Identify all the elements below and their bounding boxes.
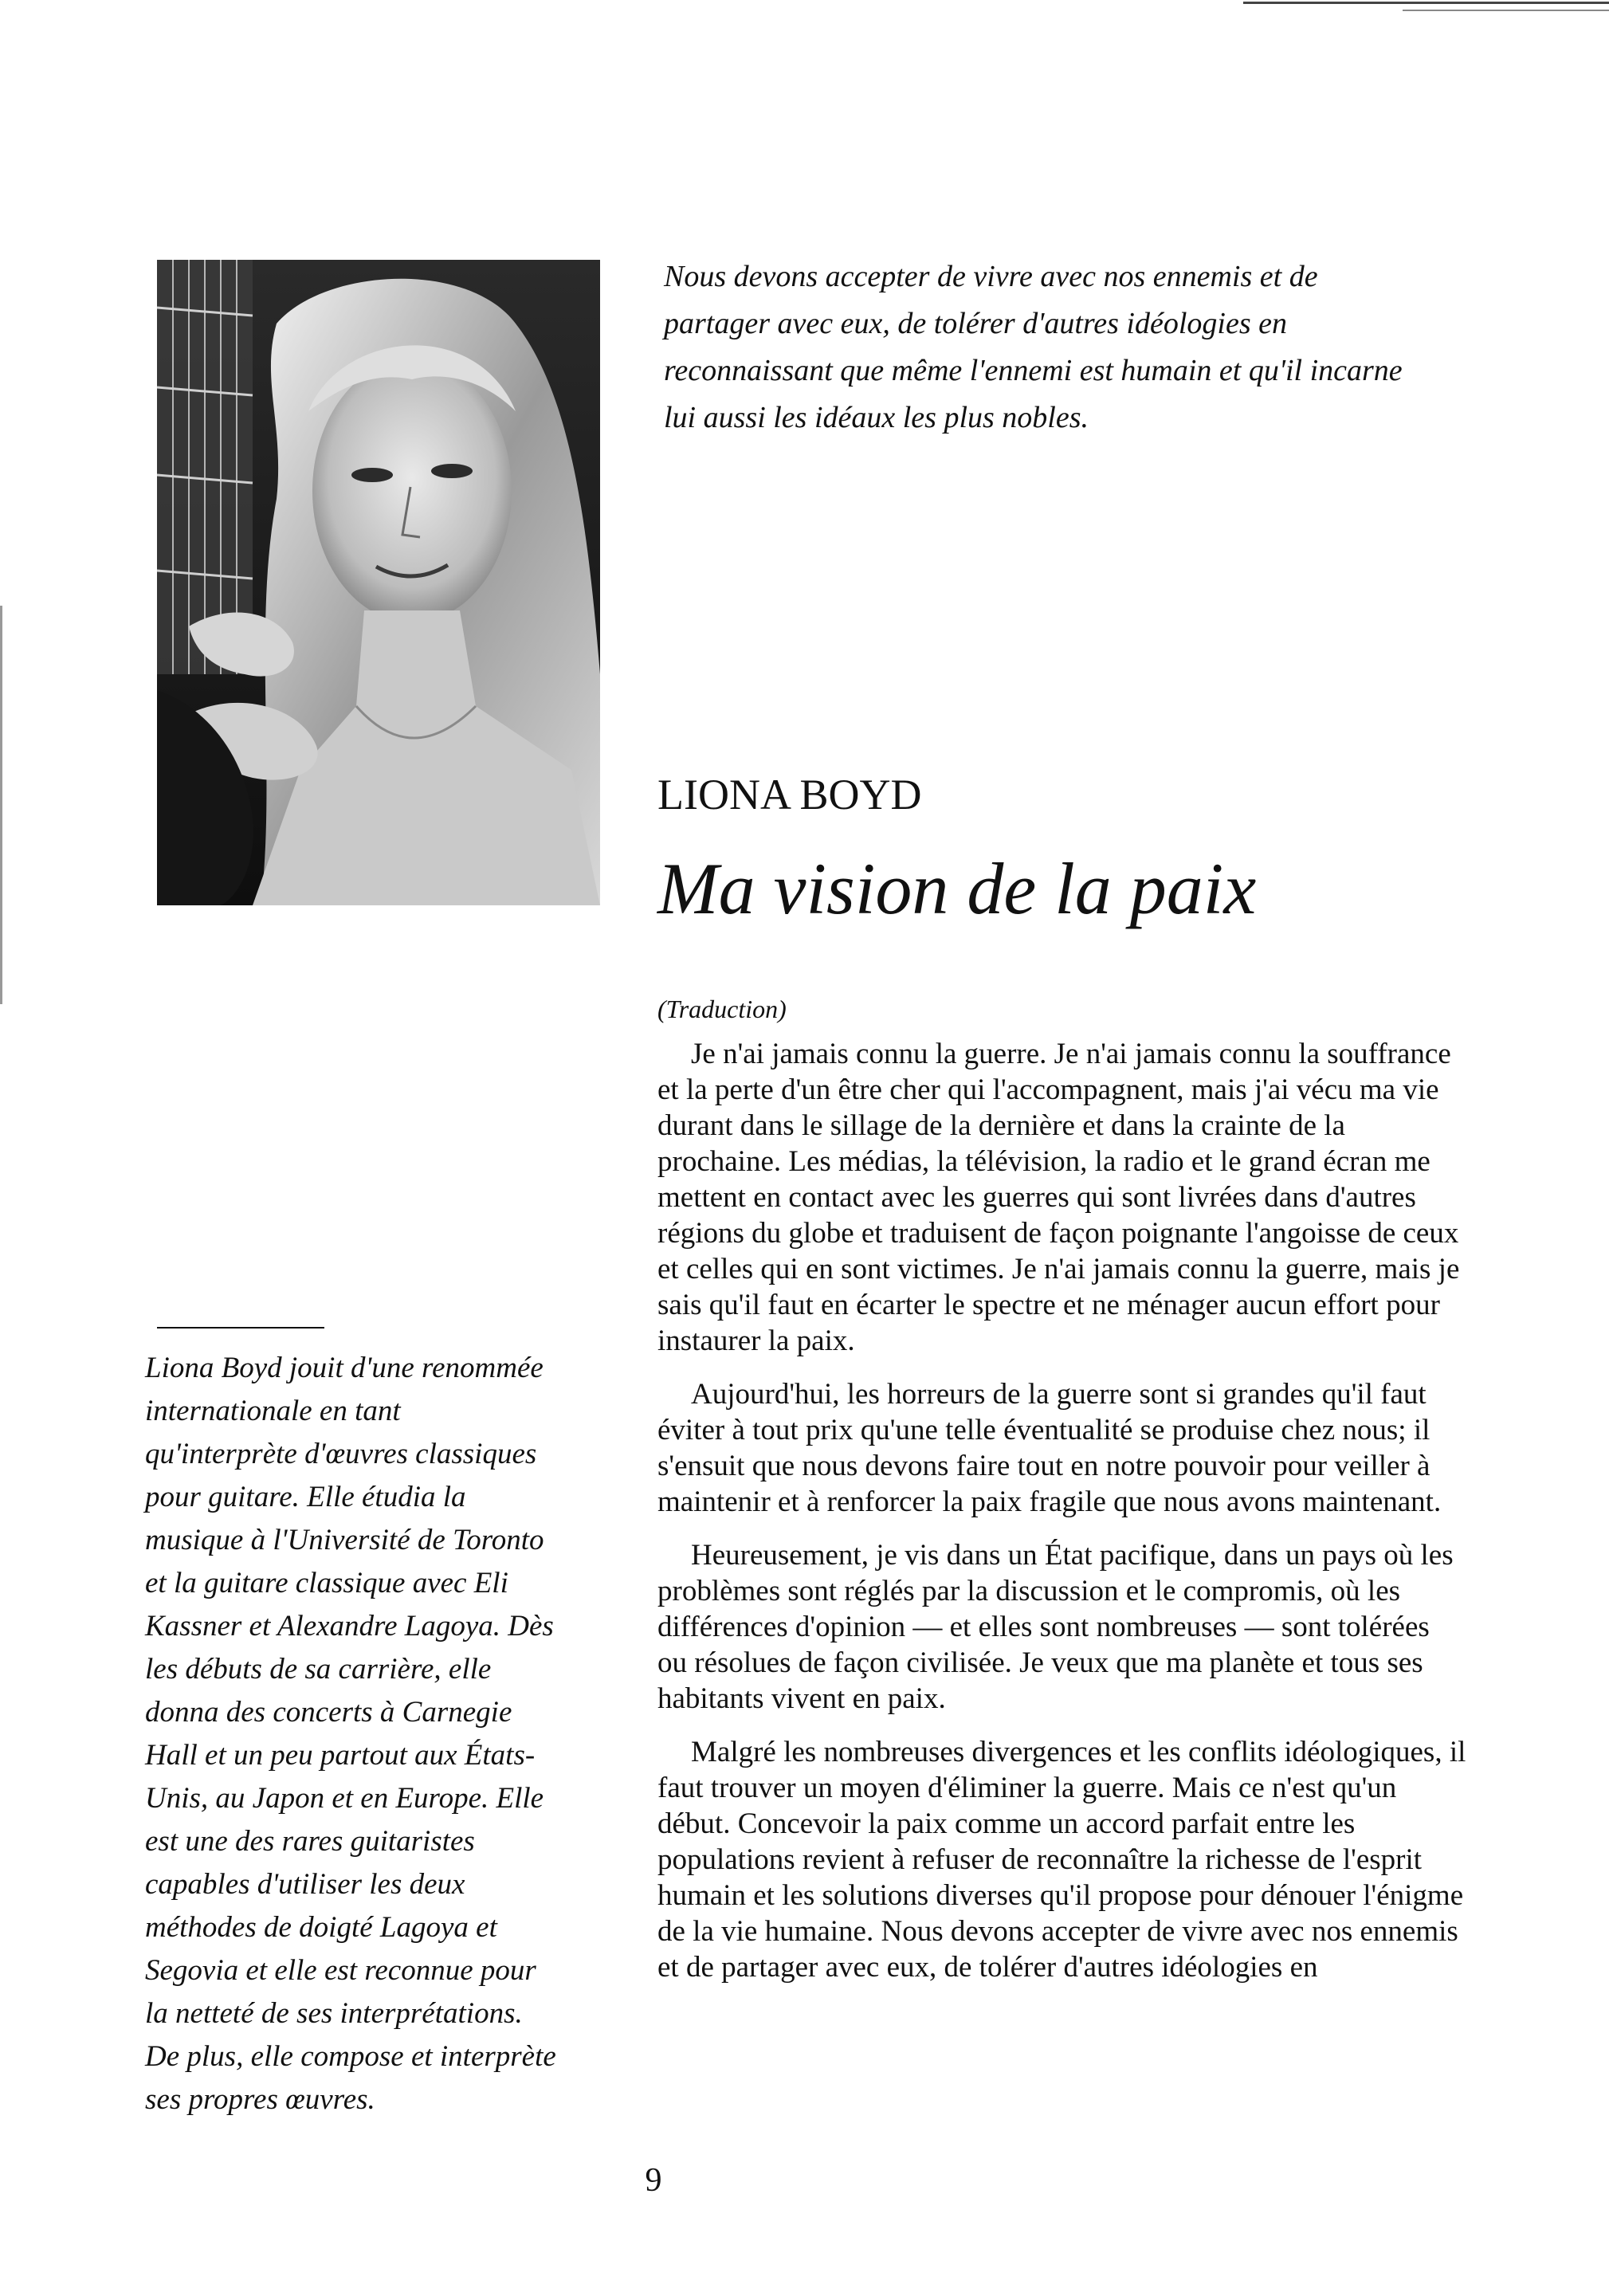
body-paragraph: Aujourd'hui, les horreurs de la guerre sont si grandes qu'il faut éviter à tout prix qu'une telle éventualité se produise chez nous; il s'ensuit que nous devons faire tout en notre pouvoir pour veiller à maintenir et à renforcer la paix fragile que nous avons maintenant.: [657, 1378, 1442, 1518]
scan-artifact-top: [1243, 2, 1609, 4]
body-paragraph: Malgré les nombreuses divergences et les conflits idéologiques, il faut trouver un moyen d'éliminer la guerre. Mais ce n'est qu'un début. Concevoir la paix comme un accord parfait entre les populations revient à refuser de reconnaître la richesse de l'esprit humain et les solutions diverses qu'il propose pour dénouer l'énigme de la vie humaine. Nous devons accepter de vivre avec nos ennemis et de partager avec eux, de tolérer d'autres idéologies en: [657, 1736, 1466, 1984]
body-paragraph: Heureusement, je vis dans un État pacifique, dans un pays où les problèmes sont réglés par la discussion et le compromis, où les différences d'opinion — et elles sont nombreuses — sont tolérées ou résolues de façon civilisée. Je veux que ma planète et tous ses habitants vivent en paix.: [657, 1539, 1454, 1715]
author-bio: Liona Boyd jouit d'une renommée internationale en tant qu'interprète d'œuvres classiques pour guitare. Elle étudia la musique à l'Université de Toronto et la guitare classique avec Eli Kassner et Alexandre Lagoya. Dès les débuts de sa carrière, elle donna des concerts à Carnegie Hall et un peu partout aux États-Unis, au Japon et en Europe. Elle est une des rares guitaristes capables d'utiliser les deux méthodes de doigté Lagoya et Segovia et elle est reconnue pour la netteté de ses interprétations. De plus, elle compose et interprète ses propres œuvres.: [145, 1352, 556, 2116]
scan-artifact-top-secondary: [1403, 10, 1609, 11]
portrait-illustration: [157, 260, 600, 905]
body-paragraph: Je n'ai jamais connu la guerre. Je n'ai jamais connu la souffrance et la perte d'un être cher qui l'accompagnent, mais j'ai vécu ma vie durant dans le sillage de la dernière et dans la crainte de la prochaine. Les médias, la télévision, la radio et le grand écran me mettent en contact avec les guerres qui sont livrées dans d'autres régions du globe et traduisent de façon poignante l'angoisse de ceux et celles qui en sont victimes. Je n'ai jamais connu la guerre, mais je sais qu'il faut en écarter le spectre et ne ménager aucun effort pour instaurer la paix.: [657, 1038, 1460, 1357]
translation-note: (Traduction): [657, 995, 787, 1023]
article-body: [657, 1036, 1466, 2003]
author-name: LIONA BOYD: [657, 771, 922, 818]
epigraph-quote: Nous devons accepter de vivre avec nos ennemis et de partager avec eux, de tolérer d'autres idéologies en reconnaissant que même l'ennemi est humain et qu'il incarne lui aussi les idéaux les plus nobles.: [664, 260, 1403, 434]
page-number: 9: [645, 2162, 662, 2199]
portrait-photo: [157, 260, 600, 905]
scan-artifact-left: [0, 606, 2, 1004]
bio-divider: [157, 1327, 324, 1329]
guitar-neck: [157, 260, 253, 674]
article-title: Ma vision de la paix: [657, 848, 1257, 929]
